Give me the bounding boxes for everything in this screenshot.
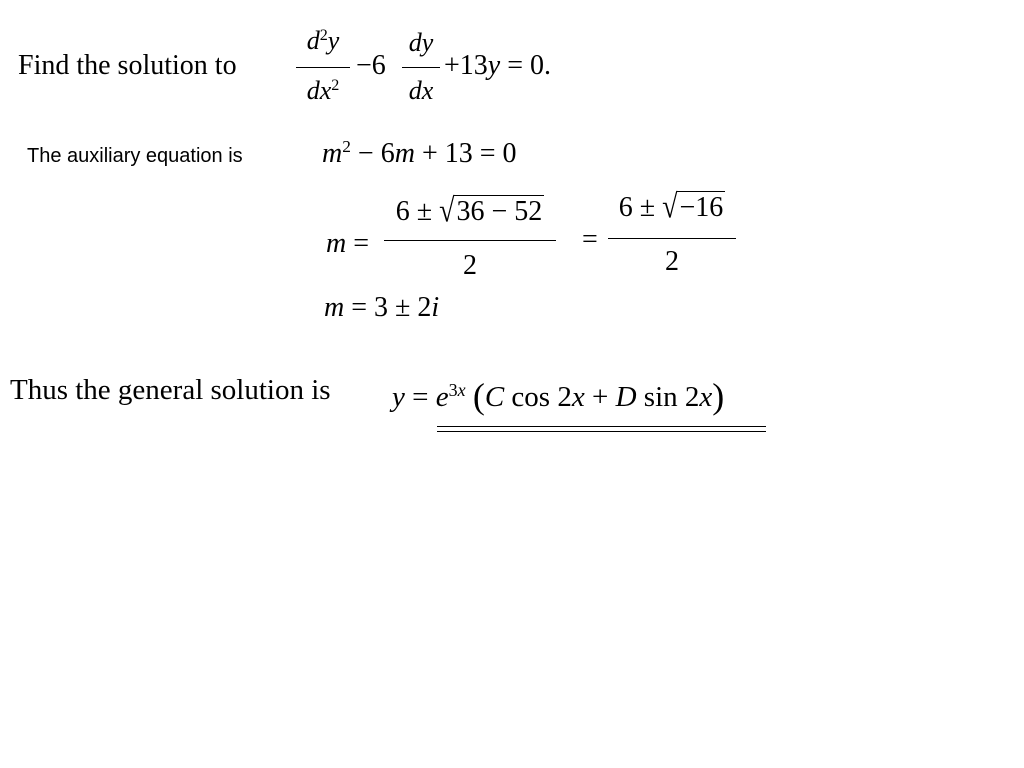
m-symbol: m <box>326 228 347 259</box>
six-plus-minus: 6 ± <box>395 196 440 227</box>
roots-result <box>324 294 439 322</box>
equals-sign-2: = <box>582 224 598 255</box>
plus-sign: + <box>584 381 616 413</box>
six-plus-minus: 6 ± <box>618 192 663 223</box>
m-symbol: m <box>324 292 345 323</box>
second-derivative-fraction <box>296 28 350 108</box>
minus-six: −6 <box>356 50 386 81</box>
plus-thirteen: +13 <box>444 50 488 81</box>
auxiliary-label: The auxiliary equation is <box>27 145 243 167</box>
auxiliary-equation <box>322 137 517 169</box>
exponent-3x: 3x <box>448 380 466 401</box>
first-derivative-fraction <box>402 28 440 108</box>
dx-symbol: dx <box>408 76 434 105</box>
square-root-icon: √ <box>662 188 678 226</box>
d-symbol: d <box>306 26 320 55</box>
order-exponent: 2 <box>319 27 328 45</box>
x-symbol: x <box>571 381 585 413</box>
three-plus-minus-two: = 3 ± 2 <box>344 292 432 323</box>
cos-term: cos 2 <box>504 381 572 413</box>
solution-lead: Thus the general solution is <box>10 374 331 406</box>
simplified-fraction <box>608 188 736 282</box>
problem-lead: Find the solution to <box>18 50 237 81</box>
fraction-bar <box>608 238 736 239</box>
close-paren: ) <box>712 376 725 416</box>
discriminant-simplified: −16 <box>679 192 724 223</box>
sin-term: sin 2 <box>636 381 700 413</box>
equals-zero: = 0. <box>507 50 552 81</box>
y-symbol: y <box>327 26 340 55</box>
dy-symbol: dy <box>408 28 434 57</box>
m-exponent: 2 <box>342 137 351 157</box>
fraction-bar <box>402 67 440 68</box>
quadratic-formula-fraction <box>384 192 556 286</box>
open-paren: ( <box>472 376 485 416</box>
m-symbol: m <box>322 138 343 169</box>
denominator-two: 2 <box>463 250 477 281</box>
x-symbol: x <box>699 381 713 413</box>
imaginary-unit: i <box>431 292 440 323</box>
ode-remainder <box>444 52 551 80</box>
fraction-bar <box>296 67 350 68</box>
denominator-two: 2 <box>665 246 679 277</box>
equals-sign: = <box>346 228 370 259</box>
constant-d: D <box>615 381 637 413</box>
constant-c: C <box>484 381 505 413</box>
general-solution <box>392 376 725 416</box>
e-symbol: e <box>435 381 449 413</box>
root-lhs <box>326 230 369 258</box>
y-symbol: y <box>487 50 501 81</box>
fraction-bar <box>384 240 556 241</box>
double-underline <box>437 426 766 432</box>
y-symbol: y <box>392 381 405 413</box>
minus-six: − 6 <box>350 138 395 169</box>
dx-symbol: dx <box>306 76 332 105</box>
dx-exponent: 2 <box>331 77 340 95</box>
discriminant: 36 − 52 <box>456 196 543 227</box>
plus-thirteen-equals-zero: + 13 = 0 <box>414 138 517 169</box>
square-root-icon: √ <box>439 192 455 230</box>
equals-sign: = <box>404 381 436 413</box>
m-symbol: m <box>394 138 415 169</box>
